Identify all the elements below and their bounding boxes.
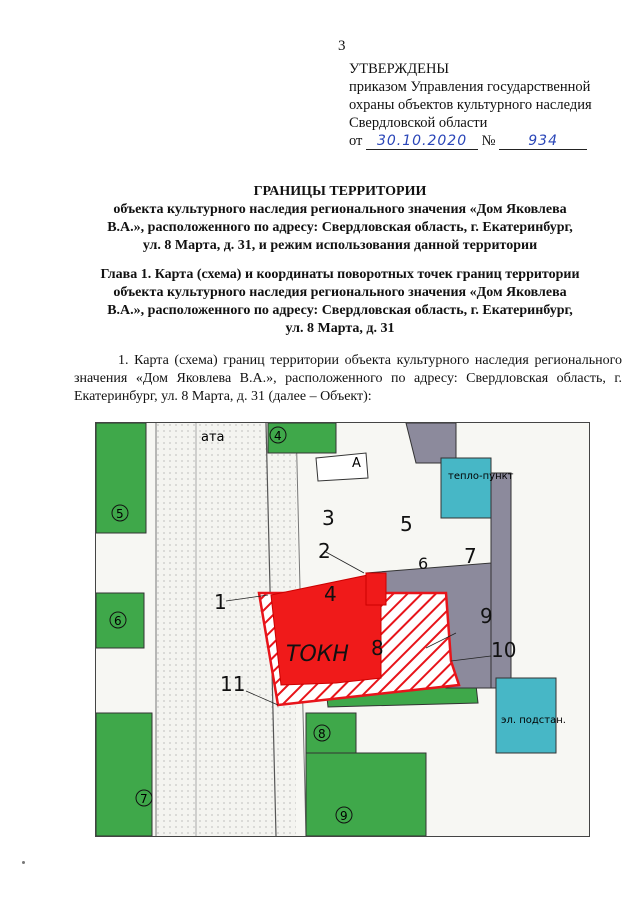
date-prefix: от [349, 133, 363, 149]
point-1: 1 [214, 590, 227, 614]
chapter-line-1: Глава 1. Карта (схема) и координаты поворотных точек границ территории [100, 267, 580, 282]
point-11: 11 [220, 672, 246, 696]
point-2: 2 [318, 539, 331, 563]
point-3: 3 [322, 506, 335, 530]
object-annex [366, 573, 386, 605]
point-6: 6 [418, 554, 429, 573]
point-10: 10 [491, 638, 517, 662]
point-8: 8 [371, 636, 384, 660]
scan-dot [22, 861, 25, 864]
object-label: ТОКН [286, 642, 349, 667]
chapter-line-4: ул. 8 Марта, д. 31 [285, 321, 395, 336]
building-7 [96, 713, 152, 836]
svg-text:9: 9 [340, 809, 348, 823]
approval-block [349, 60, 639, 150]
svg-text:7: 7 [140, 792, 148, 806]
svg-text:8: 8 [318, 727, 326, 741]
point-5: 5 [400, 512, 413, 536]
point-7: 7 [464, 544, 477, 568]
boundary-map [95, 422, 590, 837]
gray-building-top [406, 423, 456, 463]
approval-heading: УТВЕРЖДЕНЫ [349, 61, 450, 77]
street-fragment: ата [201, 430, 225, 445]
heat-point-label: тепло-пункт [448, 471, 514, 482]
order-date: 30.10.2020 [366, 133, 478, 150]
page-number: 3 [338, 38, 346, 54]
approval-date-line [349, 132, 639, 150]
title-line-3: В.А.», расположенного по адресу: Свердловская область, г. Екатеринбург, [107, 220, 573, 235]
number-prefix: № [481, 133, 496, 149]
map-letter-a: А [352, 456, 361, 471]
title-line-2: объекта культурного наследия регионального значения «Дом Яковлева [113, 202, 567, 217]
svg-text:6: 6 [114, 614, 122, 628]
title-line-1: ГРАНИЦЫ ТЕРРИТОРИИ [253, 184, 427, 199]
svg-text:5: 5 [116, 507, 124, 521]
document-title [60, 183, 620, 255]
approval-line-3: Свердловской области [349, 115, 488, 131]
paragraph-1: 1. Карта (схема) границ территории объекта культурного наследия регионального значения «Дом Яковлева В.А.», расположенного по адресу: Свердловская область, г. Екатеринбург, ул. 8 Марта, д. 31 (далее – Объект): [74, 353, 622, 404]
title-line-4: ул. 8 Марта, д. 31, и режим использования данной территории [142, 238, 538, 253]
building-9 [306, 753, 426, 836]
chapter-line-2: объекта культурного наследия регионального значения «Дом Яковлева [113, 285, 567, 300]
map-drawing [96, 423, 589, 836]
approval-line-1: приказом Управления государственной [349, 79, 591, 95]
substation-label: эл. подстан. [501, 715, 566, 726]
approval-line-2: охраны объектов культурного наследия [349, 97, 592, 113]
order-number: 934 [499, 133, 587, 150]
point-4: 4 [324, 582, 337, 606]
svg-text:4: 4 [274, 429, 282, 443]
chapter-line-3: В.А.», расположенного по адресу: Свердловская область, г. Екатеринбург, [107, 303, 573, 318]
chapter-heading [60, 266, 620, 338]
point-9: 9 [480, 604, 493, 628]
heat-point-building [441, 458, 491, 518]
